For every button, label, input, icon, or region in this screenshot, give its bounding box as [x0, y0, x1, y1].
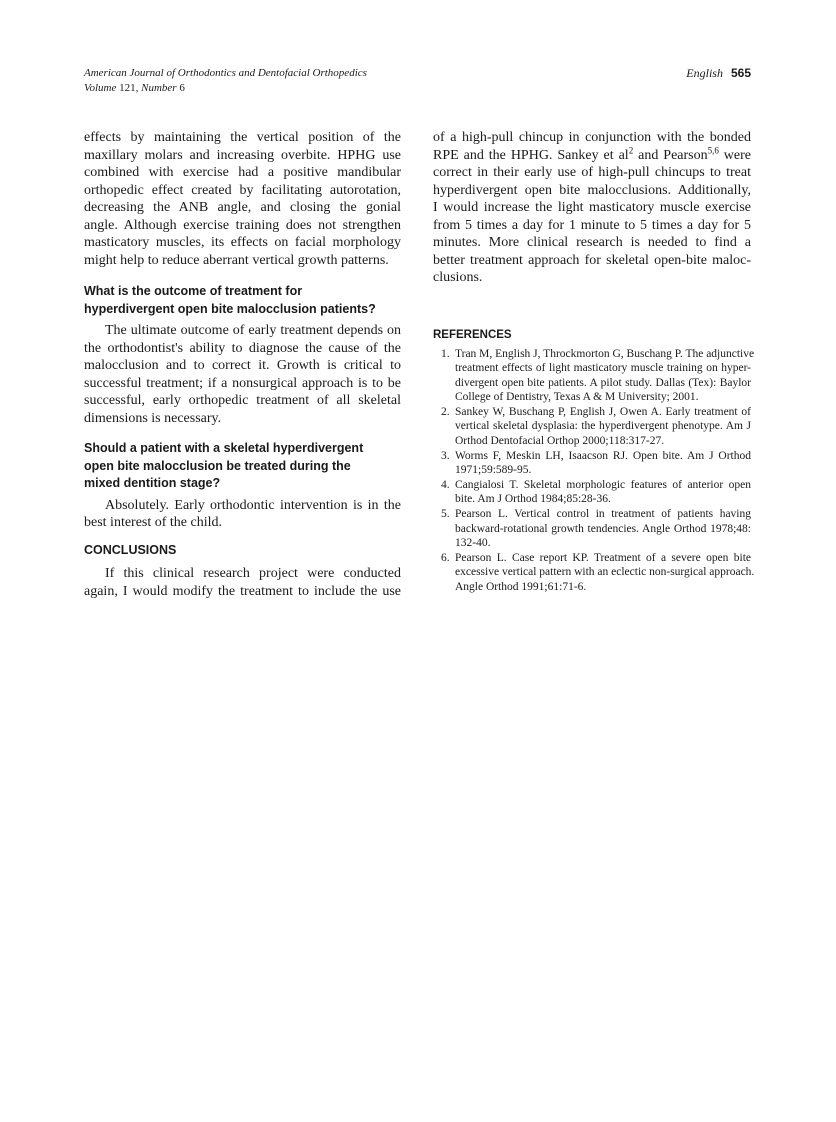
- references-list: [433, 347, 755, 595]
- text-line: clusions.: [433, 270, 483, 285]
- text-line: Absolutely. Early orthodontic intervention is in the: [105, 497, 401, 513]
- reference-line: backward-rotational growth tendencies. Angle Orthod 1978;48:: [455, 522, 751, 535]
- text-line: The ultimate outcome of early treatment depends on: [105, 323, 401, 338]
- text-line: Should a patient with a skeletal hyperdivergent: [84, 441, 364, 455]
- reference-line: Worms F, Meskin LH, Isaacson RJ. Open bite. Am J Orthod: [455, 449, 751, 462]
- reference-number: 1.: [441, 347, 450, 360]
- right-column: [433, 129, 755, 595]
- text-line: decreasing the ANB angle, and closing the gonial: [84, 200, 401, 215]
- reference-line: divergent open bite patients. A pilot study. Dallas (Tex): Baylor: [455, 376, 751, 389]
- number-label: Number: [141, 82, 177, 94]
- text-line: again, I would modify the treatment to include the use: [84, 583, 401, 599]
- issue-number: 6: [179, 82, 185, 94]
- reference-line: College of Dentistry, Texas A & M University; 2001.: [455, 391, 699, 404]
- reference-line: Pearson L. Case report KP. Treatment of a severe open bite: [455, 551, 751, 564]
- reference-item: [433, 449, 751, 478]
- paragraph-continued: [433, 164, 751, 287]
- page-header-right: [686, 66, 751, 81]
- text: and Pearson: [633, 147, 708, 163]
- text-line: successful treatment; if a nonsurgical approach is to be: [84, 375, 401, 391]
- page-number: 565: [730, 66, 751, 80]
- reference-line: Pearson L. Vertical control in treatment of patients having: [455, 508, 751, 521]
- reference-line: excessive vertical pattern with an eclectic non-surgical approach.: [455, 566, 755, 579]
- reference-number: 4.: [441, 478, 450, 491]
- text-line: best interest of the child.: [84, 515, 223, 530]
- text-line: correct in their early use of high-pull chincups to treat: [433, 165, 751, 180]
- reference-item: [433, 551, 755, 595]
- reference-number: 2.: [441, 405, 450, 418]
- reference-number: 3.: [441, 449, 450, 462]
- section-heading: [84, 283, 401, 318]
- reference-item: [433, 405, 751, 449]
- text-line: maxillary molars and increasing overbite. HPHG use: [84, 147, 401, 163]
- paragraph: [433, 129, 751, 287]
- text: RPE and the HPHG. Sankey et al: [433, 147, 629, 163]
- text-line: If this clinical research project were conducted: [105, 566, 401, 581]
- text-line: combined with exercise had a positive mandibular: [84, 165, 401, 180]
- text-line: open bite malocclusion be treated during the: [84, 458, 351, 473]
- journal-title: American Journal of Orthodontics and Dentofacial Orthopedics: [84, 67, 367, 79]
- volume-number: Volume 121, Number 6: [84, 82, 185, 94]
- text-line: hyperdivergent open bite malocclusion patients?: [84, 301, 376, 316]
- reference-line: vertical skeletal dysplasia: the hyperdivergent phenotype. Am J: [455, 420, 751, 433]
- text-line: hyperdivergent open bite malocclusions. Additionally,: [433, 182, 751, 198]
- paragraph: [84, 129, 401, 269]
- text-line: orthopedic effect created by facilitating autorotation,: [84, 182, 401, 198]
- references-heading: REFERENCES: [433, 328, 512, 341]
- text-line: minutes. More clinical research is needed to find a: [433, 235, 751, 250]
- text-line: better treatment approach for skeletal open-bite maloc-: [433, 252, 751, 268]
- text-line: CONCLUSIONS: [84, 542, 177, 557]
- text-line: masticatory muscles, its effects on facial morphology: [84, 235, 401, 250]
- reference-item: [433, 507, 751, 551]
- citation: 5,6: [707, 144, 719, 155]
- left-column: [84, 129, 401, 600]
- text-line: might help to reduce aberrant vertical growth patterns.: [84, 252, 389, 268]
- text-line: from 5 times a day for 1 minute to 5 times a day for 5: [433, 217, 751, 233]
- running-header: [84, 66, 367, 96]
- reference-item: [433, 347, 755, 405]
- conclusions-heading: [84, 542, 401, 560]
- volume: 121: [119, 82, 136, 94]
- text: were: [718, 147, 752, 163]
- paragraph: [84, 322, 401, 427]
- text-line: I would increase the light masticatory muscle exercise: [433, 200, 751, 215]
- text-line: of a high-pull chincup in conjunction with the bonded: [433, 130, 751, 145]
- reference-line: 132-40.: [455, 537, 491, 550]
- paragraph: [84, 565, 401, 600]
- reference-line: Sankey W, Buschang P, English J, Owen A. Early treatment of: [455, 405, 751, 418]
- text-line: angle. Although exercise training does not strengthen: [84, 217, 401, 233]
- reference-number: 6.: [441, 551, 450, 564]
- paragraph: [84, 497, 401, 532]
- text-line: dimensions is necessary.: [84, 410, 222, 426]
- reference-line: Cangialosi T. Skeletal morphologic features of anterior open: [455, 478, 751, 491]
- citation: 2: [628, 144, 634, 155]
- reference-line: Orthod Dentofacial Orthop 2000;118:317-27.: [455, 435, 665, 448]
- text-line: malocclusion and to correct it. Growth is critical to: [84, 358, 401, 373]
- text-line: [433, 144, 752, 165]
- reference-line: Angle Orthod 1991;61:71-6.: [455, 581, 587, 593]
- author-name: English: [686, 66, 723, 80]
- reference-line: 1971;59:589-95.: [455, 464, 532, 477]
- text-line: successful, early orthopedic treatment of all skeletal: [84, 393, 401, 408]
- text-line: the orthodontist's ability to diagnose the cause of the: [84, 340, 401, 356]
- reference-line: treatment effects of light masticatory muscle training on hyper-: [455, 362, 751, 375]
- section-heading: [84, 440, 401, 493]
- text-line: effects by maintaining the vertical position of the: [84, 130, 401, 145]
- text-line: mixed dentition stage?: [84, 476, 221, 490]
- reference-line: bite. Am J Orthod 1984;85:28-36.: [455, 493, 611, 506]
- reference-number: 5.: [441, 508, 450, 521]
- reference-line: Tran M, English J, Throckmorton G, Buschang P. The adjunctive: [455, 347, 755, 360]
- volume-label: Volume: [84, 82, 117, 94]
- text-line: What is the outcome of treatment for: [84, 284, 303, 298]
- reference-item: [433, 478, 751, 507]
